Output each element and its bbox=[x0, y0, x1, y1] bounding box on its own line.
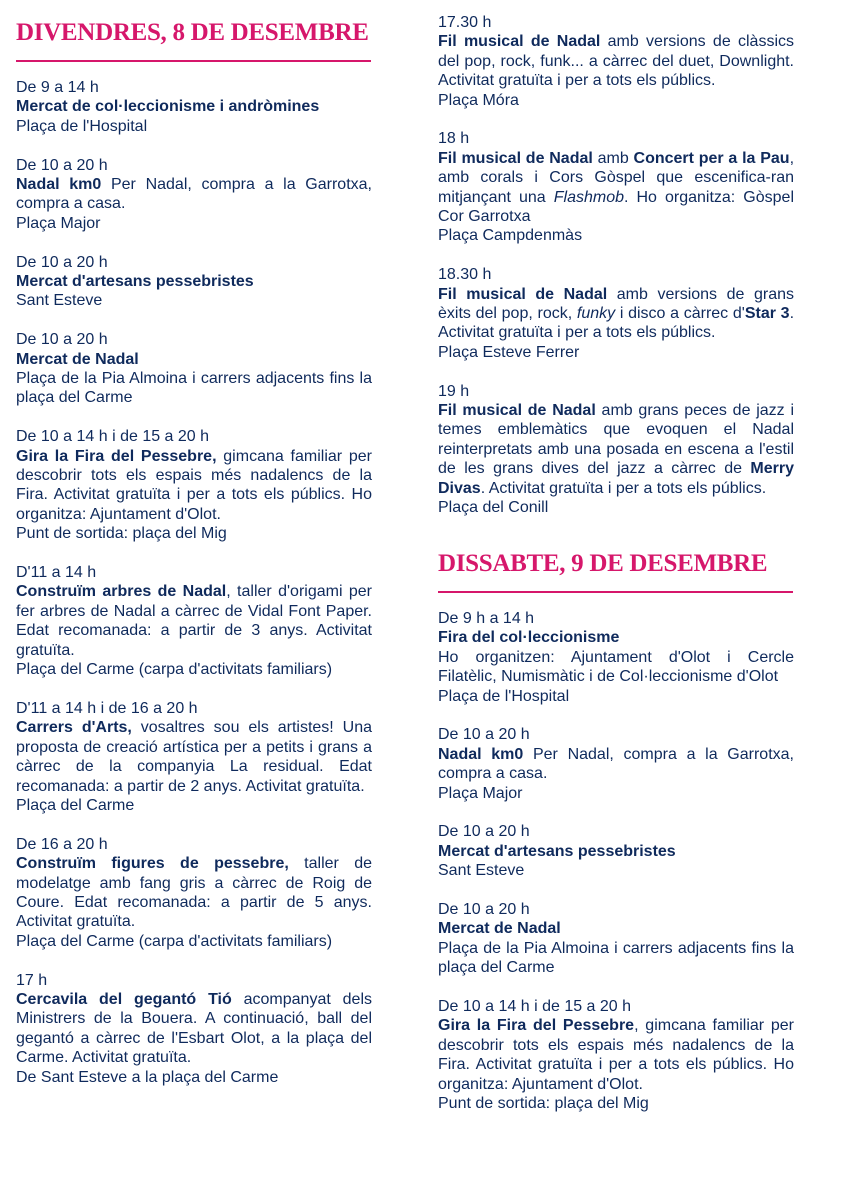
event-place: Punt de sortida: plaça del Mig bbox=[438, 1095, 649, 1112]
event-place: Plaça Esteve Ferrer bbox=[438, 343, 580, 361]
event-place: Plaça de la Pia Almoina i carrers adjacents fins la plaça del Carme bbox=[438, 939, 794, 977]
event-item bbox=[16, 699, 372, 815]
event-description: acompanyat dels Ministrers de la Bouera. A continuació, ball del gegantó a càrrec de l'Esbart Olot, a la plaça del Carme. Activitat gratuïta. bbox=[16, 990, 373, 1067]
event-description: , amb corals i Cors Gòspel que escenifica-ran mitjançant una bbox=[438, 149, 795, 206]
event-place: Plaça del Carme (carpa d'activitats familiars) bbox=[16, 932, 333, 950]
event-time: De 10 a 20 h bbox=[438, 726, 530, 744]
event-description: Ho organitzen: Ajuntament d'Olot i Cercle Filatèlic, Numismàtic i de Col·leccionisme d'Olot bbox=[438, 648, 794, 686]
event-emphasis: Flashmob bbox=[553, 188, 624, 206]
event-time: De 10 a 20 h bbox=[438, 823, 530, 841]
event-title: Construïm arbres de Nadal bbox=[16, 583, 227, 601]
event-description: , taller d'origami per fer arbres de Nadal a càrrec de Vidal Font Paper. Edat recomanada: a partir de 3 anys. Activitat gratuïta. bbox=[16, 583, 373, 659]
event-title: Fira del col·leccionisme bbox=[438, 629, 620, 647]
event-time: De 10 a 20 h bbox=[16, 156, 108, 174]
event-description: , gimcana familiar per descobrir tots els espais més nadalencs de la Fira. Activitat gratuïta i per a tots els públics. Ho organitza: Ajuntament d'Olot. bbox=[438, 1017, 795, 1093]
event-place: Plaça de l'Hospital bbox=[16, 117, 148, 135]
event-title: Mercat de col·leccionisme i andròmines bbox=[16, 98, 320, 116]
header-divider bbox=[438, 591, 793, 593]
day-header-friday: DIVENDRES, 8 DE DESEMBRE bbox=[16, 19, 369, 46]
event-body bbox=[438, 1016, 794, 1094]
event-body bbox=[438, 285, 794, 343]
event-place: Plaça del Conill bbox=[438, 499, 549, 517]
event-description: amb versions de grans èxits del pop, rock, bbox=[438, 285, 794, 323]
event-time: De 10 a 14 h i de 15 a 20 h bbox=[438, 997, 632, 1015]
event-item bbox=[438, 13, 794, 110]
event-title: Fil musical de Nadal bbox=[438, 402, 596, 420]
event-description: amb bbox=[592, 149, 634, 167]
event-title: Carrers d'Arts, bbox=[16, 719, 132, 737]
event-description: i disco a càrrec d' bbox=[615, 305, 745, 323]
event-place: Plaça Campdenmàs bbox=[438, 227, 583, 245]
event-highlight: Merry Divas bbox=[438, 460, 794, 497]
event-item bbox=[438, 900, 794, 978]
event-title: Nadal km0 bbox=[16, 176, 102, 194]
event-description: Per Nadal, compra a la Garrotxa, compra a casa. bbox=[438, 745, 794, 783]
event-time: De 9 a 14 h bbox=[16, 79, 99, 96]
event-body bbox=[438, 745, 794, 784]
event-item bbox=[16, 427, 372, 543]
event-place: Sant Esteve bbox=[438, 862, 525, 880]
event-item bbox=[16, 971, 372, 1087]
event-item bbox=[438, 822, 794, 880]
event-description: . Ho organitza: Gòspel Cor Garrotxa bbox=[438, 188, 794, 226]
event-title: Nadal km0 bbox=[438, 745, 524, 763]
event-body bbox=[438, 149, 794, 227]
event-time: D'11 a 14 h i de 16 a 20 h bbox=[16, 699, 198, 717]
event-body bbox=[16, 854, 372, 932]
event-body bbox=[16, 990, 372, 1068]
event-item bbox=[16, 156, 372, 234]
event-place: De Sant Esteve a la plaça del Carme bbox=[16, 1068, 279, 1086]
event-place: Plaça del Carme (carpa d'activitats familiars) bbox=[16, 661, 333, 679]
event-time: De 16 a 20 h bbox=[16, 835, 108, 853]
event-place: Plaça Móra bbox=[438, 91, 519, 109]
event-title: Gira la Fira del Pessebre bbox=[438, 1017, 635, 1035]
event-place: Sant Esteve bbox=[16, 292, 103, 310]
event-time: 19 h bbox=[438, 382, 470, 400]
event-emphasis: funky bbox=[576, 305, 616, 323]
event-item bbox=[16, 835, 372, 951]
event-description: Per Nadal, compra a la Garrotxa, compra a casa. bbox=[16, 176, 372, 213]
event-title: Fil musical de Nadal bbox=[438, 285, 608, 303]
event-title: Mercat d'artesans pessebristes bbox=[438, 842, 676, 860]
event-title: Mercat de Nadal bbox=[438, 920, 561, 938]
right-column bbox=[438, 13, 794, 1133]
event-item bbox=[438, 265, 794, 362]
event-time: De 10 a 14 h i de 15 a 20 h bbox=[16, 428, 210, 446]
header-divider bbox=[16, 60, 371, 62]
left-column bbox=[16, 18, 372, 1106]
event-time: De 10 a 20 h bbox=[16, 253, 108, 271]
event-item bbox=[438, 382, 794, 518]
event-title: Fil musical de Nadal bbox=[438, 33, 601, 51]
event-item bbox=[438, 997, 794, 1113]
event-time: De 10 a 20 h bbox=[16, 331, 108, 349]
event-place: Punt de sortida: plaça del Mig bbox=[16, 525, 227, 543]
event-place: Plaça Major bbox=[438, 784, 523, 802]
event-time: 18 h bbox=[438, 130, 470, 148]
event-time: D'11 a 14 h bbox=[16, 564, 97, 582]
event-description: taller de modelatge amb fang gris a càrrec de Roig de Coure. Edat recomanada: a partir de 5 anys. Activitat gratuïta. bbox=[16, 855, 373, 931]
event-item bbox=[438, 129, 794, 245]
event-title: Gira la Fira del Pessebre, bbox=[16, 447, 217, 465]
event-item bbox=[16, 563, 372, 679]
event-place: Plaça Major bbox=[16, 214, 101, 232]
event-item bbox=[16, 78, 372, 136]
event-time: De 9 h a 14 h bbox=[438, 609, 535, 627]
event-item bbox=[16, 330, 372, 408]
event-title: Construïm figures de pessebre, bbox=[16, 855, 289, 873]
event-description: vosaltres sou els artistes! Una proposta de creació artística per a petits i grans a càrrec de la companyia La residual. Edat recomanada: a partir de 2 anys. Activitat gratuïta. bbox=[16, 719, 372, 795]
event-item bbox=[16, 253, 372, 311]
event-time: 17 h bbox=[16, 971, 48, 989]
event-place: Plaça del Carme bbox=[16, 796, 135, 814]
event-description: amb grans peces de jazz i temes emblemàtics que evoquen el Nadal reinterpretats amb una posada en escena a l'estil de les grans dives del jazz a càrrec de bbox=[438, 402, 794, 478]
event-place: Plaça de l'Hospital bbox=[438, 687, 570, 705]
event-highlight: Concert per a la Pau bbox=[633, 149, 790, 167]
event-title: Mercat d'artesans pessebristes bbox=[16, 273, 254, 291]
event-time: De 10 a 20 h bbox=[438, 900, 530, 918]
day-header-saturday: DISSABTE, 9 DE DESEMBRE bbox=[438, 549, 768, 577]
event-body bbox=[16, 175, 372, 214]
event-body bbox=[16, 447, 372, 525]
event-body bbox=[438, 401, 794, 498]
event-title: Mercat de Nadal bbox=[16, 350, 139, 368]
event-highlight: Star 3 bbox=[744, 305, 790, 323]
event-place: Plaça de la Pia Almoina i carrers adjacents fins la plaça del Carme bbox=[16, 370, 372, 407]
event-item bbox=[438, 725, 794, 803]
event-description: gimcana familiar per descobrir tots els espais més nadalencs de la Fira. Activitat gratuïta i per a tots els públics. Ho organitza: Ajuntament d'Olot. bbox=[16, 447, 372, 523]
event-item bbox=[438, 609, 794, 706]
event-description: amb versions de clàssics del pop, rock, funk... a càrrec del duet, Downlight. Activitat gratuïta i per a tots els públics. bbox=[438, 33, 795, 90]
event-time: 18.30 h bbox=[438, 266, 492, 284]
event-description: . Activitat gratuïta i per a tots els públics. bbox=[438, 305, 795, 342]
event-body bbox=[16, 718, 372, 796]
event-description: . Activitat gratuïta i per a tots els públics. bbox=[480, 479, 767, 497]
event-title: Cercavila del gegantó Tió bbox=[16, 990, 232, 1008]
event-title: Fil musical de Nadal bbox=[438, 149, 593, 167]
event-time: 17.30 h bbox=[438, 14, 492, 31]
event-body bbox=[438, 32, 794, 90]
event-body bbox=[16, 582, 372, 660]
